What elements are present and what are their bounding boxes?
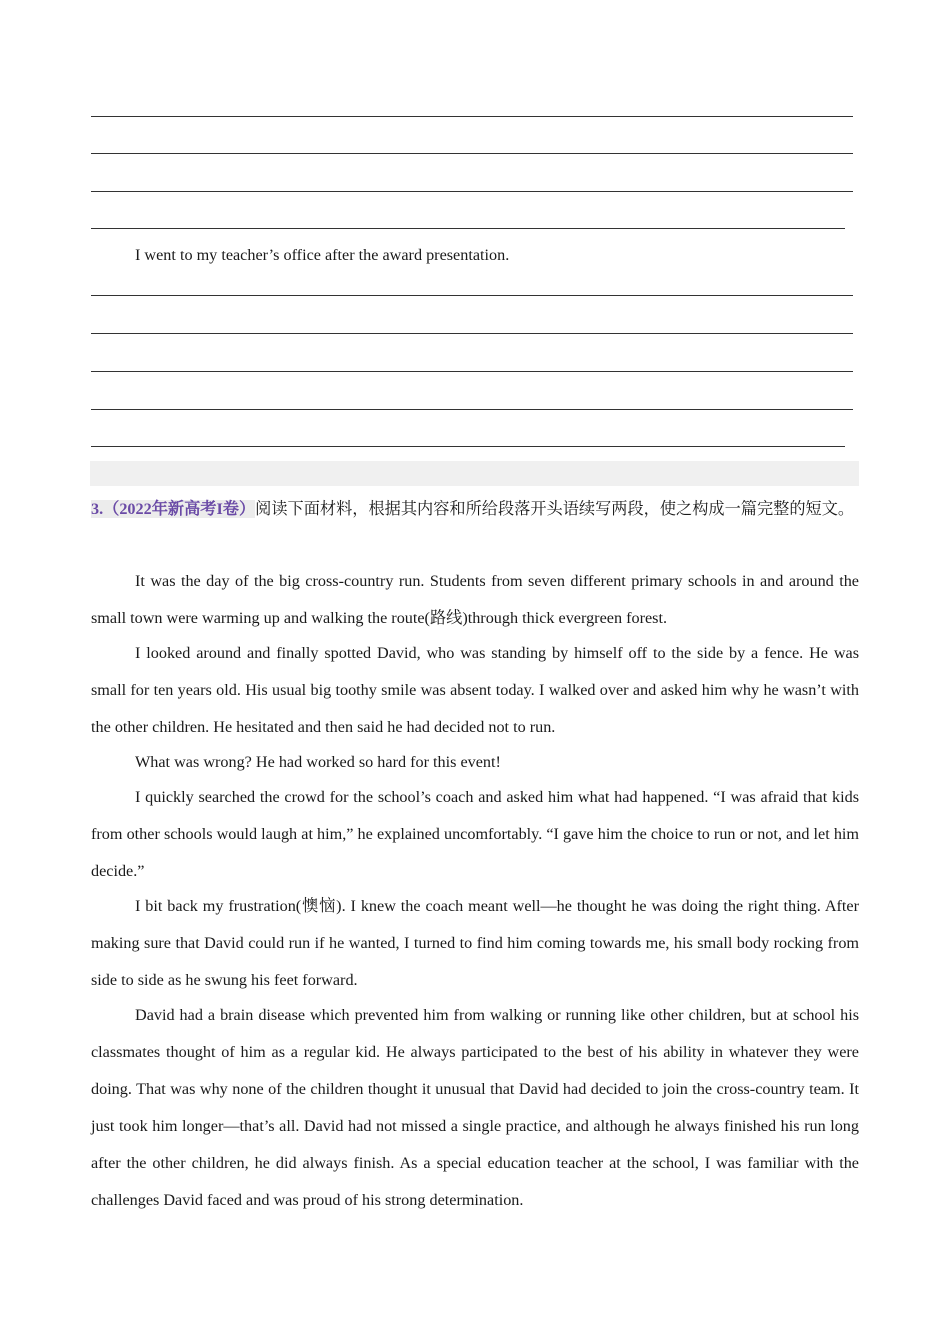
question-number: 3.（2022年新高考I卷） xyxy=(91,500,256,518)
answer-line xyxy=(91,446,845,447)
passage-paragraph: I quickly searched the crowd for the school’s coach and asked him what had happened. “I was afraid that kids from other schools would laugh at him,” he explained uncomfortably. “I gave him the choice to run or not, and let him decide.” xyxy=(91,788,859,880)
answer-line xyxy=(91,116,853,117)
passage-paragraph: I bit back my frustration(懊恼). I knew the coach meant well—he thought he was doing the right thing. After making sure that David could run if he wanted, I turned to find him coming towards me, his small body rocking from side to side as he swung his feet forward. xyxy=(91,897,859,989)
section-divider xyxy=(90,461,859,486)
question-header xyxy=(91,491,859,528)
answer-line xyxy=(91,409,853,410)
passage-paragraph: It was the day of the big cross-country run. Students from seven different primary schools in and around the small town were warming up and walking the route(路线)through thick evergreen forest. xyxy=(91,572,859,627)
passage-paragraph: I looked around and finally spotted David, who was standing by himself off to the side by a fence. He was small for ten years old. His usual big toothy smile was absent today. I walked over and asked him why he wasn’t with the other children. He hesitated and then said he had decided not to run. xyxy=(91,644,859,736)
answer-line xyxy=(91,228,845,229)
passage-paragraph: David had a brain disease which prevented him from walking or running like other children, but at school his classmates thought of him as a regular kid. He always participated to the best of his ability in whatever they were doing. That was why none of the children thought it unusual that David had decided to join the cross-country team. It just took him longer—that’s all. David had not missed a single practice, and although he always finished his run long after the other children, he did always finish. As a special education teacher at the school, I was familiar with the challenges David faced and was proud of his strong determination. xyxy=(91,1006,859,1209)
answer-line xyxy=(91,191,853,192)
passage-paragraph: What was wrong? He had worked so hard for this event! xyxy=(135,753,501,771)
paragraph-prompt: I went to my teacher’s office after the award presentation. xyxy=(135,246,510,264)
answer-line xyxy=(91,295,853,296)
answer-line xyxy=(91,333,853,334)
answer-line xyxy=(91,371,853,372)
answer-line xyxy=(91,153,853,154)
question-instruction: 阅读下面材料，根据其内容和所给段落开头语续写两段，使之构成一篇完整的短文。 xyxy=(255,500,855,518)
